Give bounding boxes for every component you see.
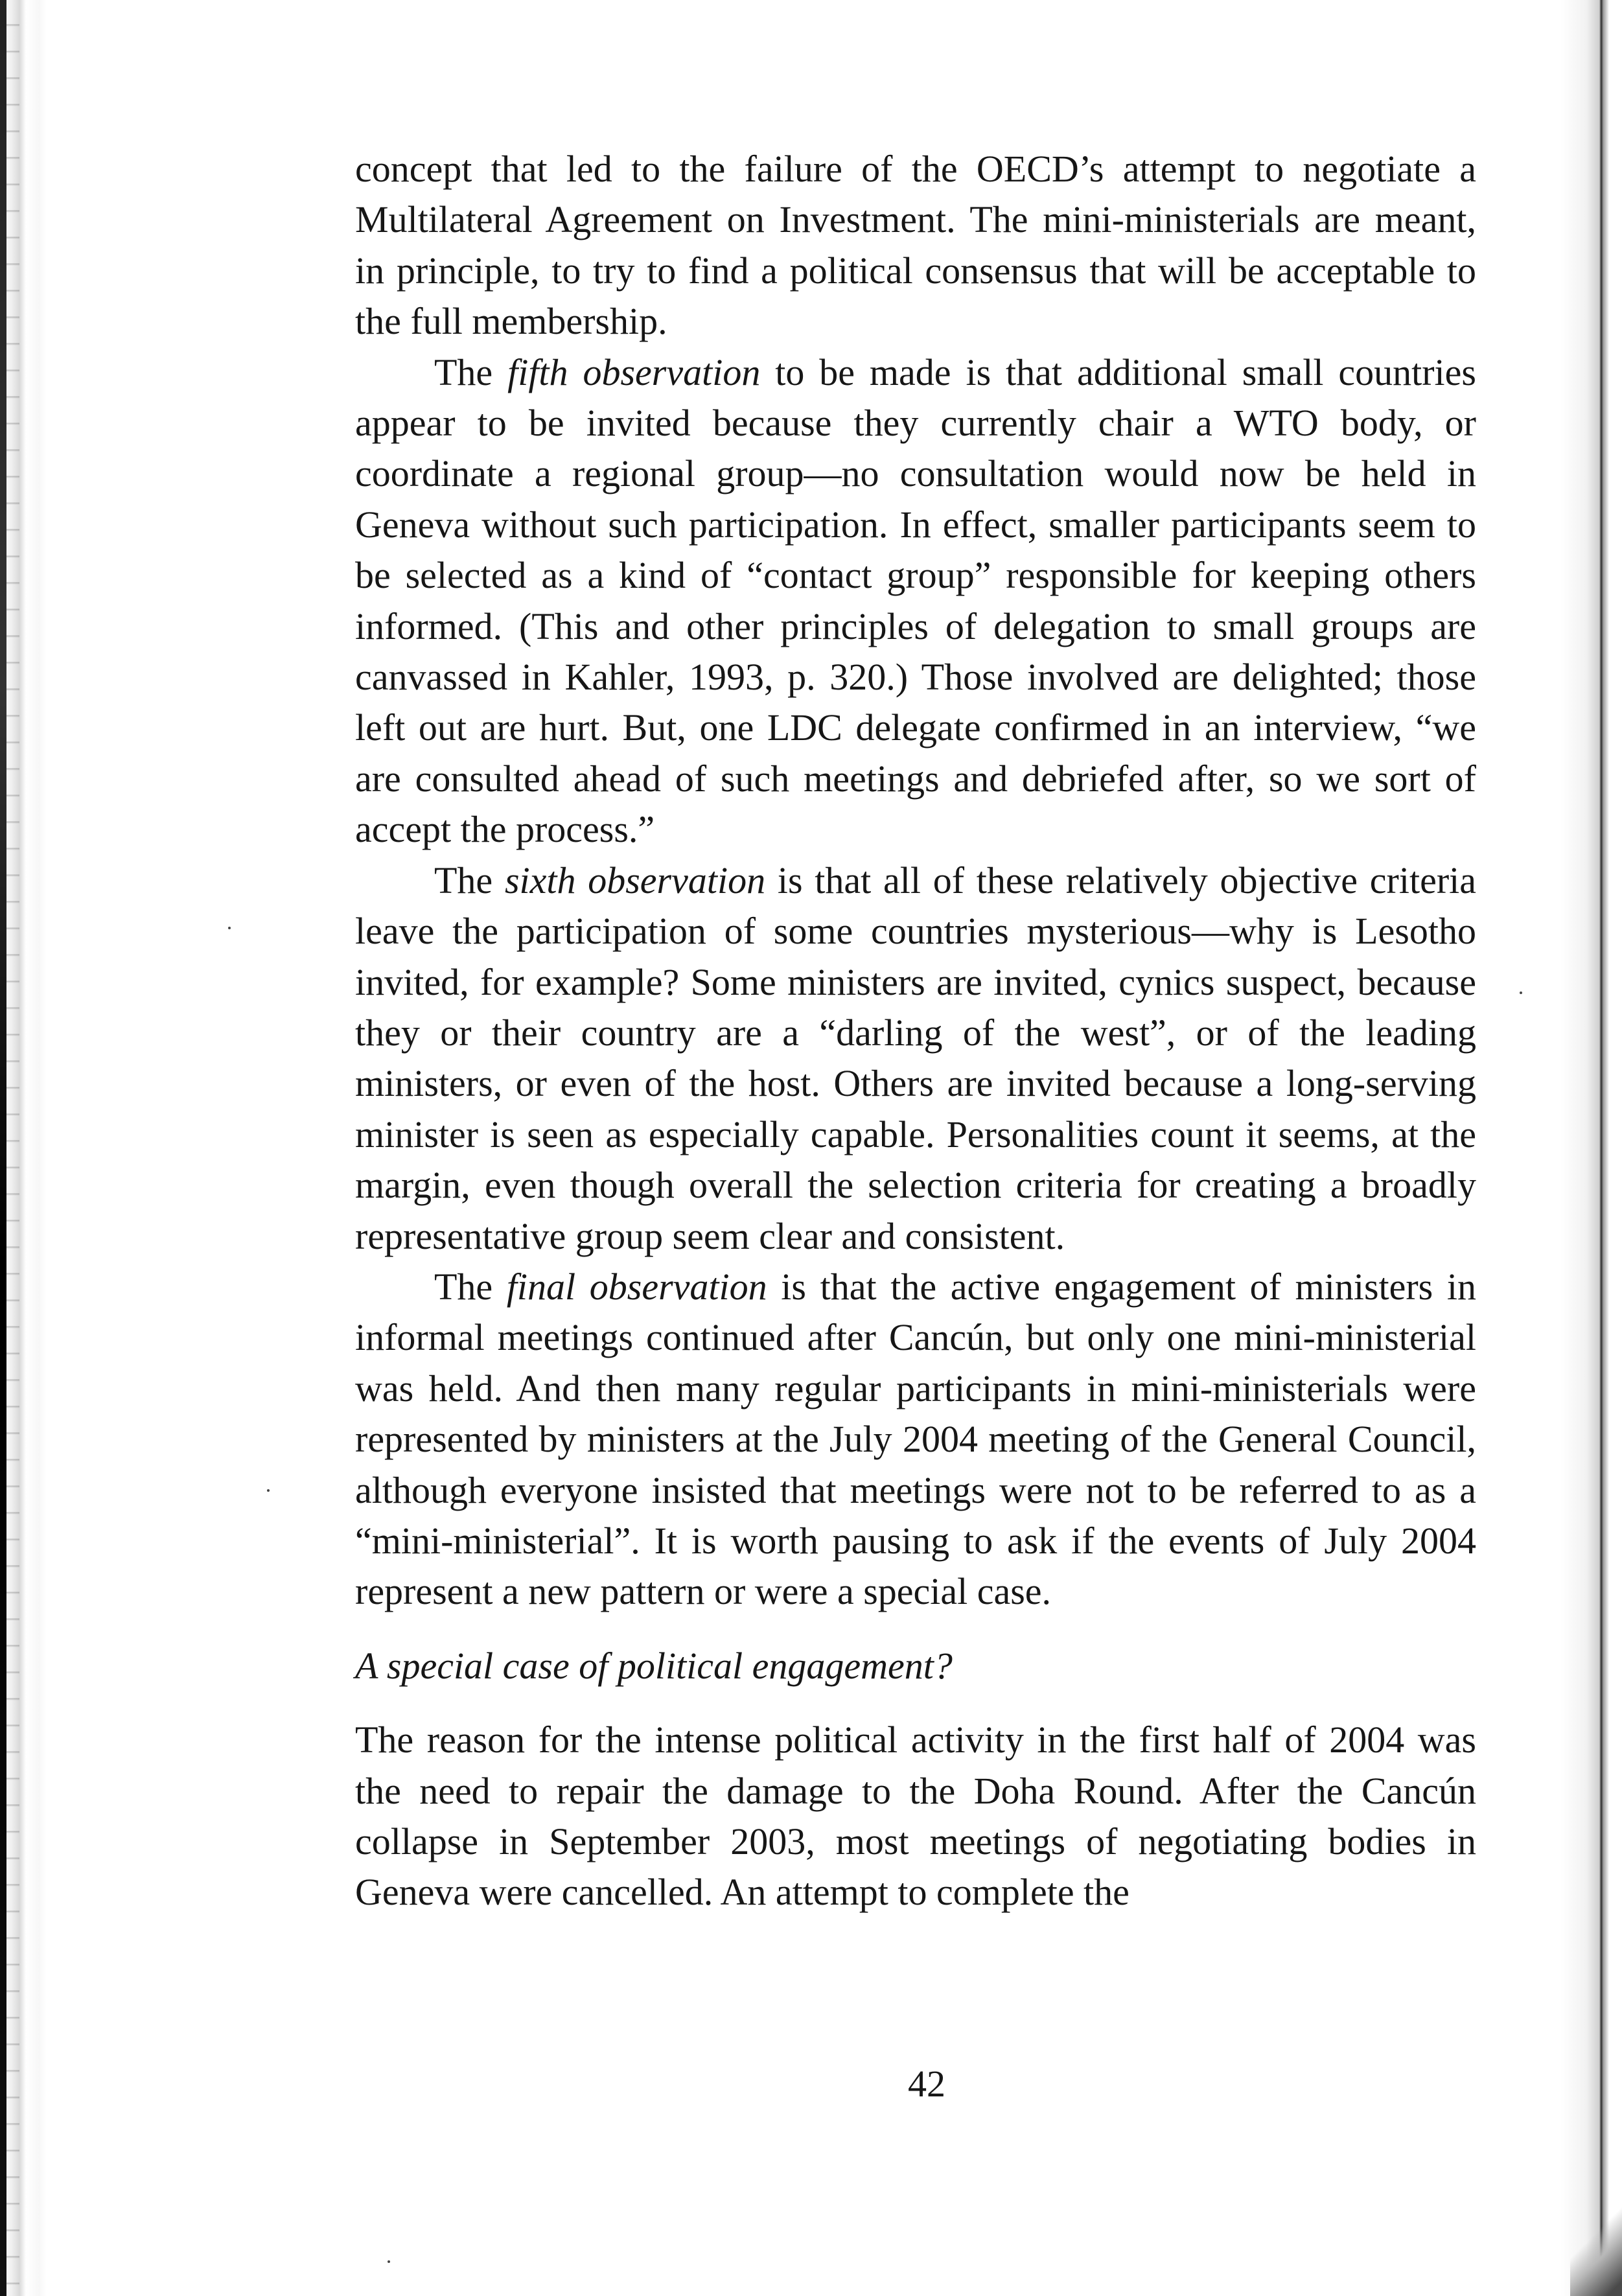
scan-dust: [388, 2260, 390, 2263]
page-number: 42: [908, 2063, 945, 2105]
scan-binding-shadow: [0, 0, 6, 2296]
scan-speckle: [6, 0, 19, 2296]
paragraph-lead: The: [434, 859, 505, 901]
scan-dust: [1520, 991, 1522, 994]
paragraph-lead: The: [434, 1265, 507, 1308]
paragraph-final-observation: [355, 1262, 1476, 1618]
paragraph-rest: to be made is that additional small countries appear to be invited because they currently chair a WTO body, or coordinate a regional group—no consultation would now be held in Geneva without such participation. In effect, smaller participants seem to be selected as a kind of “contact group” responsible for keeping others informed. (This and other principles of delegation to small groups are canvassed in Kahler, 1993, p. 320.) Those involved are delighted; those left out are hurt. But, one LDC delegate confirmed in an interview, “we are consulted ahead of such meetings and debriefed after, so we sort of accept the process.”: [355, 351, 1476, 851]
paragraph-sixth-observation: [355, 855, 1476, 1262]
paragraph-fifth-observation: [355, 347, 1476, 855]
page-body: [355, 144, 1476, 1918]
scan-page-corner: [1570, 2199, 1622, 2296]
paragraph-special-case: The reason for the intense political activity in the first half of 2004 was the need to repair the damage to the Doha Round. After the Cancún collapse in September 2003, most meetings of negotiating bodies in Geneva were cancelled. An attempt to complete the: [355, 1719, 1476, 1914]
section-heading: A special case of political engagement?: [355, 1644, 953, 1687]
paragraph-rest: is that the active engagement of ministers in informal meetings continued after Cancún, but only one mini-ministerial was held. And then many regular participants in mini-ministerials were represented by ministers at the July 2004 meeting of the General Council, although everyone insisted that meetings were not to be referred to as a “mini-ministerial”. It is worth pausing to ask if the events of July 2004 represent a new pattern or were a special case.: [355, 1265, 1477, 1613]
scan-right-margin: [1560, 0, 1622, 2296]
emphasis-final-observation: final observation: [506, 1265, 767, 1308]
paragraph-lead: The: [434, 351, 508, 393]
paragraph-continuation: concept that led to the failure of the OECD’s attempt to negotiate a Multilateral Agreement on Investment. The mini-ministerials are meant, in principle, to try to find a political consensus that will be acceptable to the full membership.: [355, 148, 1476, 343]
emphasis-sixth-observation: sixth observation: [504, 859, 766, 901]
emphasis-fifth-observation: fifth observation: [507, 351, 761, 393]
scan-dust: [228, 927, 231, 929]
scan-dust: [267, 1489, 270, 1492]
paragraph-rest: is that all of these relatively objective criteria leave the participation of some countries mysterious—why is Lesotho invited, for example? Some ministers are invited, cynics suspect, because they or their country are a “darling of the west”, or of the leading ministers, or even of the host. Others are invited because a long-serving minister is seen as especially capable. Personalities count it seems, at the margin, even though overall the selection criteria for creating a broadly representative group seem clear and consistent.: [355, 859, 1477, 1257]
